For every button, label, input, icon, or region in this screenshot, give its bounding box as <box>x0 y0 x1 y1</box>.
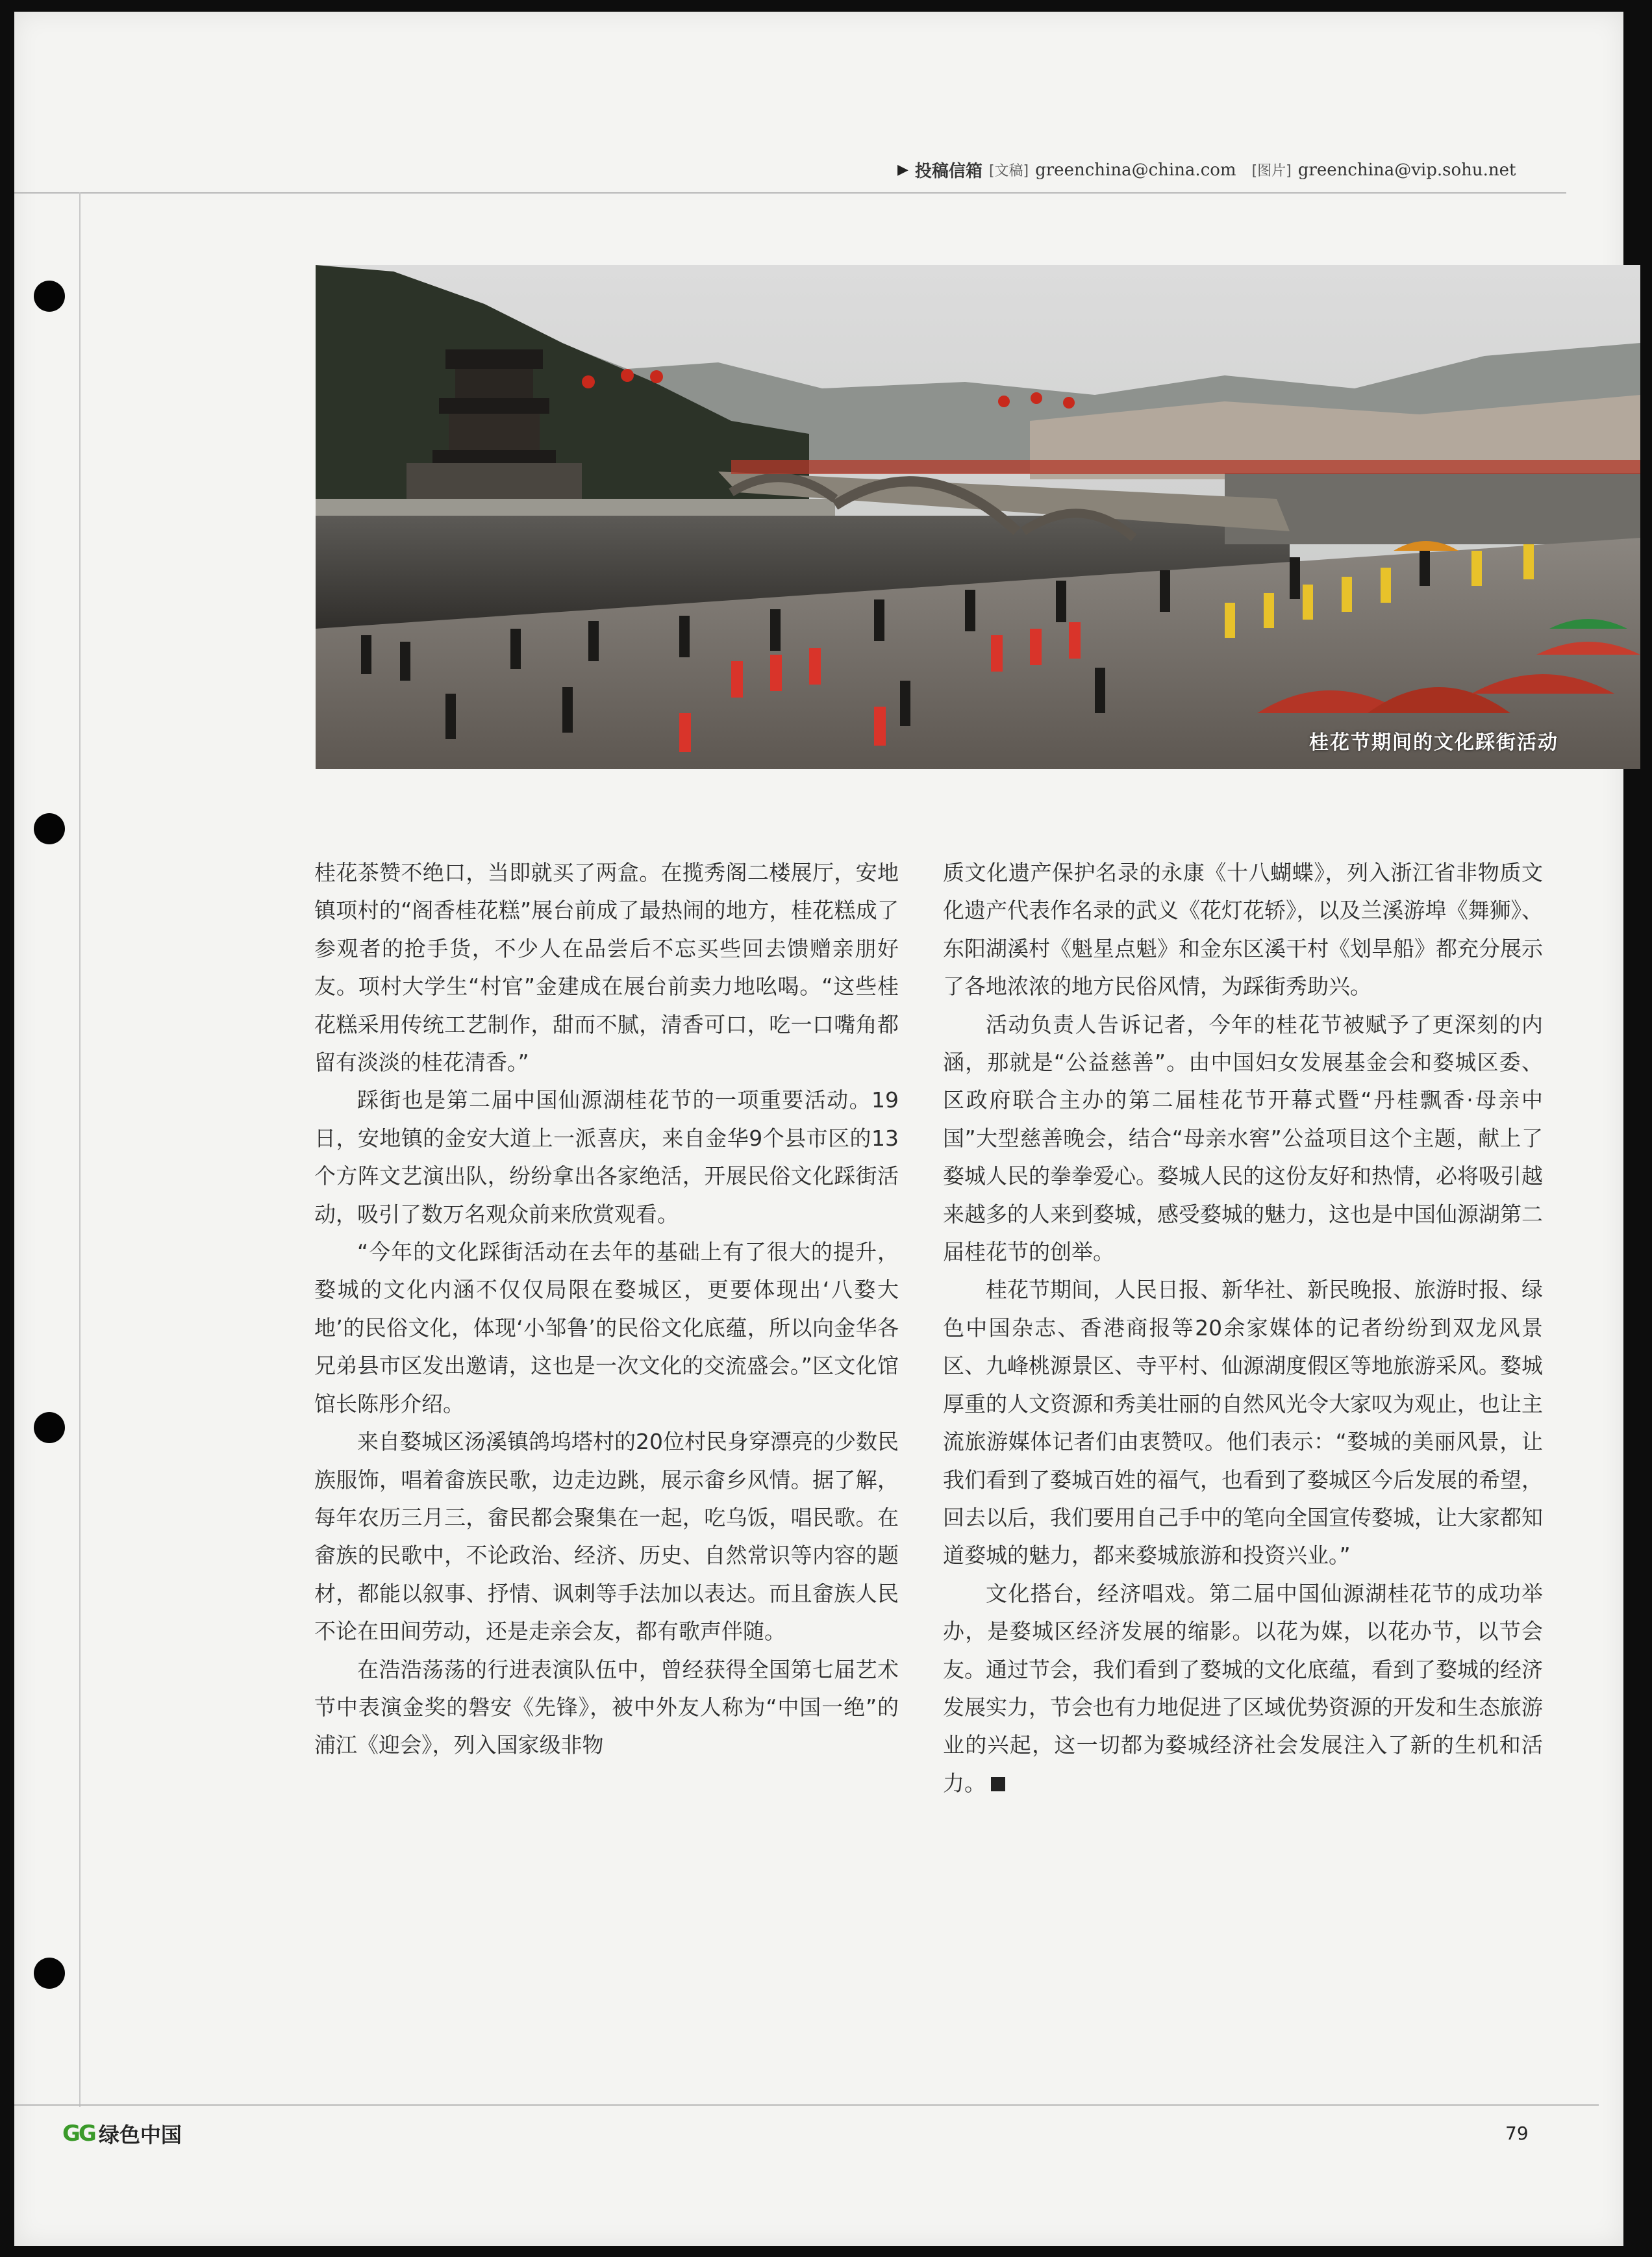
header-rule <box>14 192 1566 194</box>
paragraph: 踩街也是第二届中国仙源湖桂花节的一项重要活动。19日，安地镇的金安大道上一派喜庆，来自金华9个县市区的13个方阵文艺演出队，纷纷拿出各家绝活，开展民俗文化踩街活动，吸引了数万名观众前来欣赏观看。 <box>314 1087 899 1227</box>
submission-header <box>897 158 1566 182</box>
logo-mark: GG <box>62 2121 95 2147</box>
festival-scene-image <box>316 265 1640 769</box>
paragraph-final <box>943 1575 1543 1802</box>
footer-rule <box>14 2104 1599 2106</box>
photo-tag: [图片] <box>1251 163 1292 179</box>
paragraph-text: 文化搭台，经济唱戏。第二届中国仙源湖桂花节的成功举办，是婺城区经济发展的缩影。以花为媒，以花办节，以节会友。通过节会，我们看到了婺城的文化底蕴，看到了婺城的经济发展实力，节会也有力地促进了区域优势资源的开发和生态旅游业的兴起，这一切都为婺城经济社会发展注入了新的生机和活力。 <box>943 1580 1543 1796</box>
paragraph: “今年的文化踩街活动在去年的基础上有了很大的提升，婺城的文化内涵不仅仅局限在婺城区，更要体现出‘八婺大地’的民俗文化，体现‘小邹鲁’的民俗文化底蕴，所以向金华各兄弟县市区发出邀请，这也是一次文化的交流盛会。”区文化馆馆长陈彤介绍。 <box>314 1239 899 1417</box>
article-left-column <box>314 854 899 1765</box>
logo-text: 绿色中国 <box>98 2123 182 2147</box>
page-number: 79 <box>1505 2123 1529 2144</box>
paragraph: 质文化遗产保护名录的永康《十八蝴蝶》，列入浙江省非物质文化遗产代表作名录的武义《花灯花轿》，以及兰溪游埠《舞狮》、东阳湖溪村《魁星点魁》和金东区溪干村《划旱船》都充分展示了各地浓浓的地方民俗风情，为踩街秀助兴。 <box>943 860 1543 1000</box>
text-tag: [文稿] <box>988 163 1029 179</box>
paragraph: 在浩浩荡荡的行进表演队伍中，曾经获得全国第七届艺术节中表演金奖的磐安《先锋》，被中外友人称为“中国一绝”的浦江《迎会》，列入国家级非物 <box>314 1656 899 1758</box>
binder-hole <box>34 281 65 312</box>
paragraph: 活动负责人告诉记者，今年的桂花节被赋予了更深刻的内涵，那就是“公益慈善”。由中国妇女发展基金会和婺城区委、区政府联合主办的第二届桂花节开幕式暨“丹桂飘香·母亲中国”大型慈善晚会，结合“母亲水窖”公益项目这个主题，献上了婺城人民的拳拳爱心。婺城人民的这份友好和热情，必将吸引越来越多的人来到婺城，感受婺城的魅力，这也是中国仙源湖第二届桂花节的创举。 <box>943 1011 1543 1265</box>
header-label: 投稿信箱 <box>914 162 982 181</box>
paragraph: 桂花茶赞不绝口，当即就买了两盒。在揽秀阁二楼展厅，安地镇项村的“阁香桂花糕”展台前成了最热闹的地方，桂花糕成了参观者的抢手货，不少人在品尝后不忘买些回去馈赠亲朋好友。项村大学生“村官”金建成在展台前卖力地吆喝。“这些桂花糕采用传统工艺制作，甜而不腻，清香可口，吃一口嘴角都留有淡淡的桂花清香。” <box>314 860 899 1076</box>
binder-hole <box>34 1412 65 1443</box>
photo-caption: 桂花节期间的文化踩街活动 <box>1309 731 1558 754</box>
magazine-logo <box>62 2119 182 2149</box>
paragraph: 来自婺城区汤溪镇鸽坞塔村的20位村民身穿漂亮的少数民族服饰，唱着畲族民歌，边走边跳，展示畲乡风情。据了解，每年农历三月三，畲民都会聚集在一起，吃乌饭，唱民歌。在畲族的民歌中，不论政治、经济、历史、自然常识等内容的题材，都能以叙事、抒情、讽刺等手法加以表达。而且畲族人民不论在田间劳动，还是走亲会友，都有歌声伴随。 <box>314 1429 899 1645</box>
end-mark-icon <box>991 1777 1005 1791</box>
article-right-column <box>943 854 1543 1802</box>
binder-hole <box>34 1958 65 1989</box>
paragraph: 桂花节期间，人民日报、新华社、新民晚报、旅游时报、绿色中国杂志、香港商报等20余家媒体的记者纷纷到双龙风景区、九峰桃源景区、寺平村、仙源湖度假区等地旅游采风。婺城厚重的人文资源和秀美壮丽的自然风光令大家叹为观止，也让主流旅游媒体记者们由衷赞叹。他们表示：“婺城的美丽风景，让我们看到了婺城百姓的福气，也看到了婺城区今后发展的希望，回去以后，我们要用自己手中的笔向全国宣传婺城，让大家都知道婺城的魅力，都来婺城旅游和投资兴业。” <box>943 1277 1543 1569</box>
margin-rule <box>79 192 81 2107</box>
binder-hole <box>34 813 65 844</box>
triangle-right-icon: ▶ <box>897 162 908 178</box>
festival-photo <box>316 265 1640 769</box>
photo-email: greenchina@vip.sohu.net <box>1297 160 1516 180</box>
text-email: greenchina@china.com <box>1035 160 1236 180</box>
